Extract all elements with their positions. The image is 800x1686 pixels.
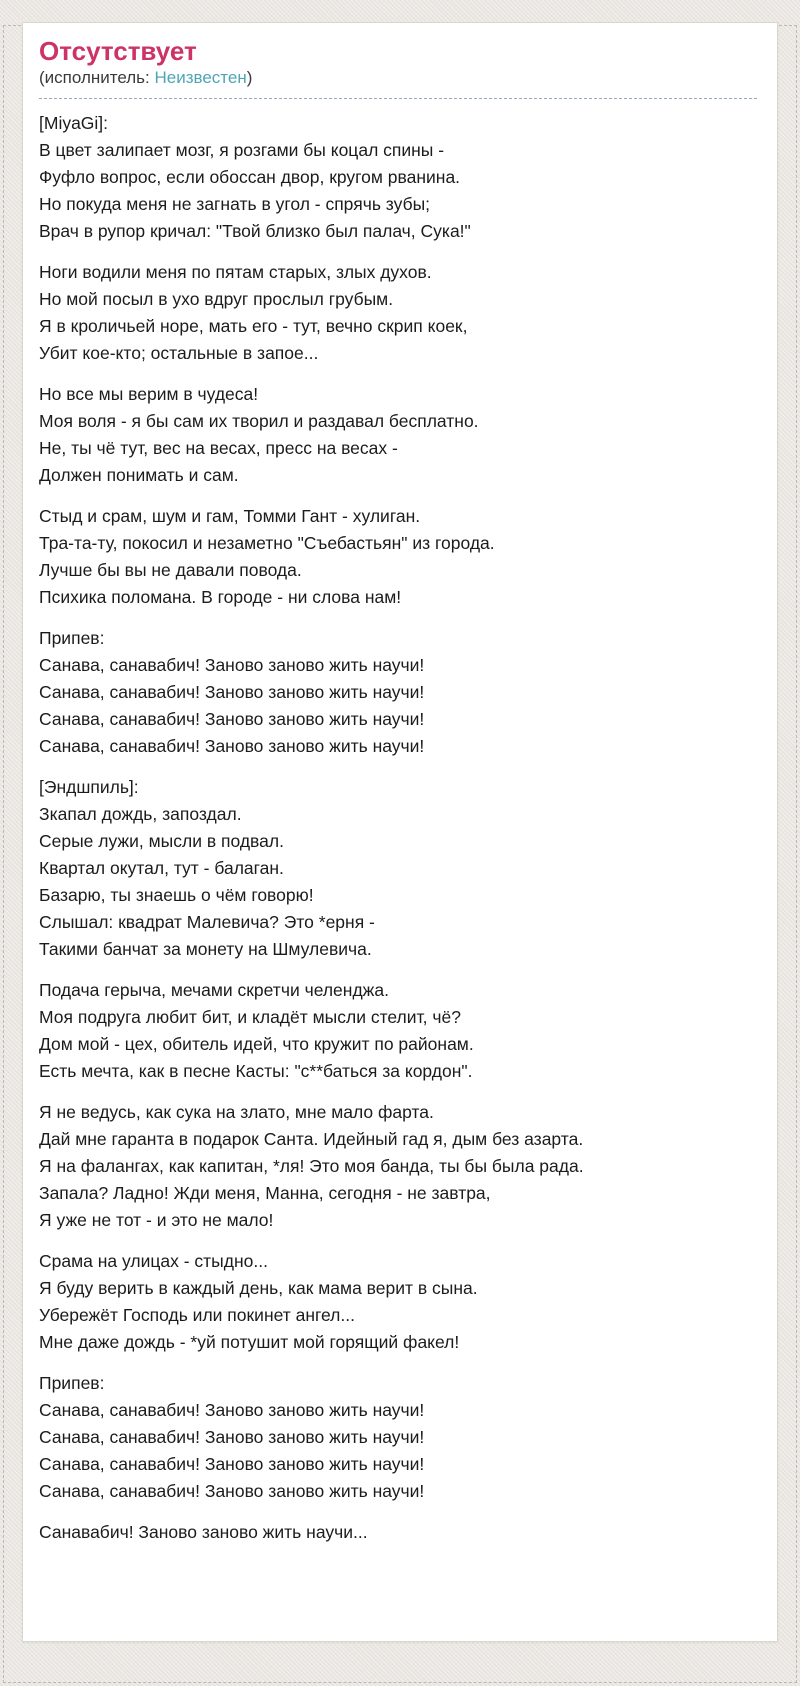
stanza: Припев: Санава, санавабич! Заново заново жить научи! Санава, санавабич! Заново заново жить научи! Санава, санавабич! Заново заново жить научи! Санава, санавабич! Заново заново жить научи! (39, 628, 425, 756)
stanza: Припев: Санава, санавабич! Заново заново жить научи! Санава, санавабич! Заново заново жить научи! Санава, санавабич! Заново заново жить научи! Санава, санавабич! Заново заново жить научи! (39, 1373, 425, 1501)
song-title: Отсутствует (39, 36, 197, 66)
stanza: Подача герыча, мечами скретчи челенджа. Моя подруга любит бит, и кладёт мысли стелит, чё? Дом мой - цех, обитель идей, что кружит по районам. Есть мечта, как в песне Касты: "с**баться за кордон". (39, 980, 474, 1081)
artist-line (39, 67, 757, 99)
stanza: Ноги водили меня по пятам старых, злых духов. Но мой посыл в ухо вдруг прослыл грубым. Я в кроличьей норе, мать его - тут, вечно скрип коек, Убит кое-кто; остальные в запое... (39, 262, 468, 363)
artist-label: (исполнитель: (39, 68, 155, 87)
stanza: Но все мы верим в чудеса! Моя воля - я бы сам их творил и раздавал бесплатно. Не, ты чё тут, вес на весах, пресс на весах - Должен понимать и сам. (39, 384, 479, 485)
stanza: Стыд и срам, шум и гам, Томми Гант - хулиган. Тра-та-ту, покосил и незаметно "Съебастьян" из города. Лучше бы вы не давали повода. Психика поломана. В городе - ни слова нам! (39, 506, 495, 607)
artist-label-close: ) (246, 68, 253, 87)
page-background (0, 22, 800, 1686)
stanza: [Эндшпиль]: Зкапал дождь, запоздал. Серые лужи, мысли в подвал. Квартал окутал, тут - балаган. Базарю, ты знаешь о чём говорю! Слышал: квадрат Малевича? Это *ерня - Такими банчат за монету на Шмулевича. (39, 777, 375, 959)
stanza: Санавабич! Заново заново жить научи... (39, 1522, 368, 1542)
artist-link[interactable]: Неизвестен (154, 68, 247, 87)
stanza: Я не ведусь, как сука на злато, мне мало фарта. Дай мне гаранта в подарок Санта. Идейный гад я, дым без азарта. Я на фалангах, как капитан, *ля! Это моя банда, ты бы была рада. Запала? Ладно! Жди меня, Манна, сегодня - не завтра, Я уже не тот - и это не мало! (39, 1102, 584, 1230)
lyrics-card (22, 22, 778, 1642)
stanza: [MiyaGi]: В цвет залипает мозг, я розгами бы коцал спины - Фуфло вопрос, если обоссан двор, кругом рванина. Но покуда меня не загнать в угол - спрячь зубы; Врач в рупор кричал: "Твой близко был палач, Сука!" (39, 113, 471, 241)
stanza: Срама на улицах - стыдно... Я буду верить в каждый день, как мама верит в сына. Убережёт Господь или покинет ангел... Мне даже дождь - *уй потушит мой горящий факел! (39, 1251, 478, 1352)
lyrics-text (39, 110, 757, 1546)
